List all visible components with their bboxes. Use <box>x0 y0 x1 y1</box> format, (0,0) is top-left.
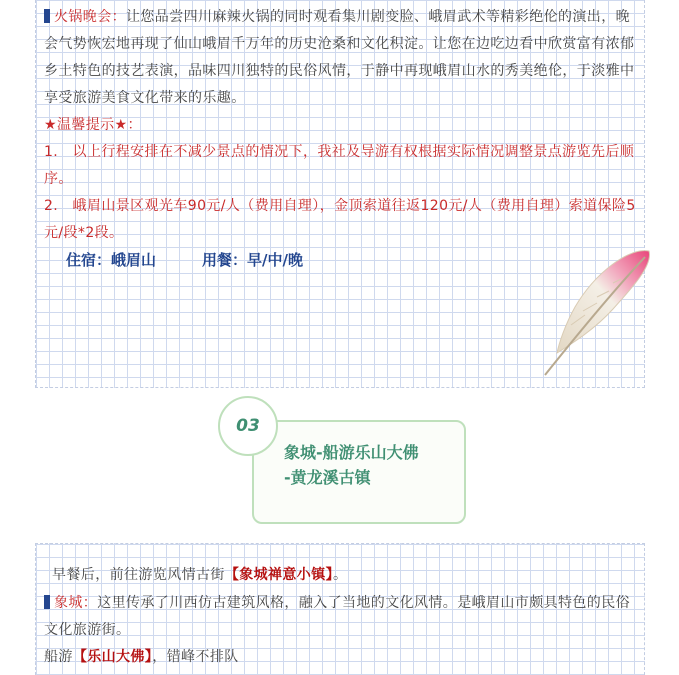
day3-p1-suffix: 。 <box>333 567 348 583</box>
day-title-line-2: -黄龙溪古镇 <box>284 468 371 487</box>
day3-p2-text: 这里传承了川西仿古建筑风格，融入了当地的文化风情。是峨眉山市颇具特色的民俗文化旅游街。 <box>44 595 631 638</box>
day3-p1-highlight: 【象城禅意小镇】 <box>224 567 334 583</box>
day3-paragraph-2 <box>44 590 636 644</box>
lodging-info: 住宿：峨眉山 <box>66 251 157 269</box>
tips-title: ★温馨提示★： <box>44 117 142 133</box>
day3-p2-label: 象城： <box>54 595 98 611</box>
day3-paragraph-3 <box>44 644 636 671</box>
day3-p3-prefix: 船游 <box>44 649 73 665</box>
tip-item-2: 2. 峨眉山景区观光车90元/人（费用自理），金顶索道往返120元/人（费用自理）索道保险5元/段*2段。 <box>44 198 636 241</box>
section-marker <box>44 9 50 23</box>
day-title <box>284 440 419 490</box>
itinerary-panel-day3 <box>35 543 645 675</box>
day-number-badge <box>218 396 278 456</box>
hotpot-label: 火锅晚会： <box>54 9 126 25</box>
day3-p3-suffix: ，错峰不排队 <box>152 649 239 665</box>
day-title-line-1: 象城-船游乐山大佛 <box>284 443 419 462</box>
lodging-meals-row <box>66 248 349 272</box>
day3-p3-highlight: 【乐山大佛】 <box>72 649 153 665</box>
day-number: 03 <box>236 416 260 436</box>
day3-paragraph-1 <box>52 562 636 589</box>
feather-icon <box>537 245 657 380</box>
meals-info: 用餐：早/中/晚 <box>202 251 303 269</box>
section-marker <box>44 595 50 609</box>
hotpot-text: 让您品尝四川麻辣火锅的同时观看集川剧变脸、峨眉武术等精彩绝伦的演出，晚会气势恢宏地再现了仙山峨眉千万年的历史沧桑和文化积淀。让您在边吃边看中欣赏富有浓郁乡土特色的技艺表演，品味四川独特的民俗风情，于静中再现峨眉山水的秀美绝伦，于淡雅中享受旅游美食文化带来的乐趣。 <box>44 9 635 106</box>
hotpot-paragraph <box>44 4 636 112</box>
day3-p1-prefix: 早餐后，前往游览风情古街 <box>52 567 225 583</box>
tip-item-1: 1. 以上行程安排在不减少景点的情况下，我社及导游有权根据实际情况调整景点游览先后顺序。 <box>44 144 635 187</box>
